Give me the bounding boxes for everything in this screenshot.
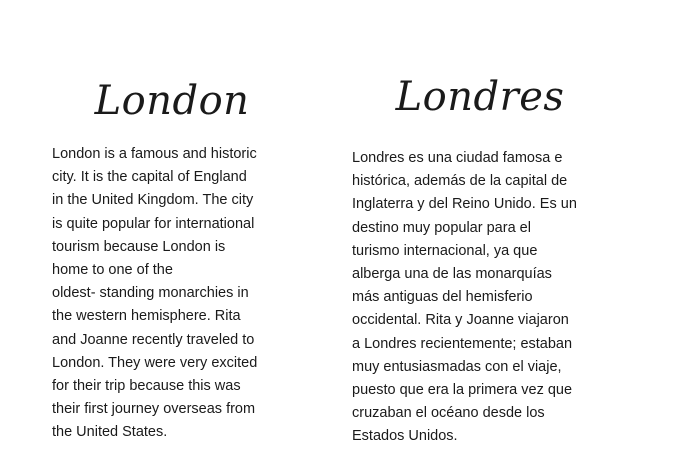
english-paragraph: London is a famous and historic city. It is the capital of England in the United Kingdom. The city is quite popular for international tourism because London is home to one of the oldest- standing monarchies in the western hemisphere. Rita and Joanne recently traveled to London. They were very excited for their trip because this was their first journey overseas from the United States. [52, 146, 258, 441]
spanish-paragraph: Londres es una ciudad famosa e histórica, además de la capital de Inglaterra y del Reino Unido. Es un destino muy popular para el turismo internacional, ya que alberga una de las monarquías más antiguas del hemisferio occidental. Rita y Joanne viajaron a Londres recientemente; estaban muy entusiasmadas con el viaje, puesto que era la primera vez que cruzaban el océano desde los Estados Unidos. [352, 150, 577, 445]
english-title: London [94, 78, 250, 124]
spanish-title: Londres [395, 74, 565, 120]
spanish-column [352, 66, 610, 449]
english-column [52, 70, 292, 445]
